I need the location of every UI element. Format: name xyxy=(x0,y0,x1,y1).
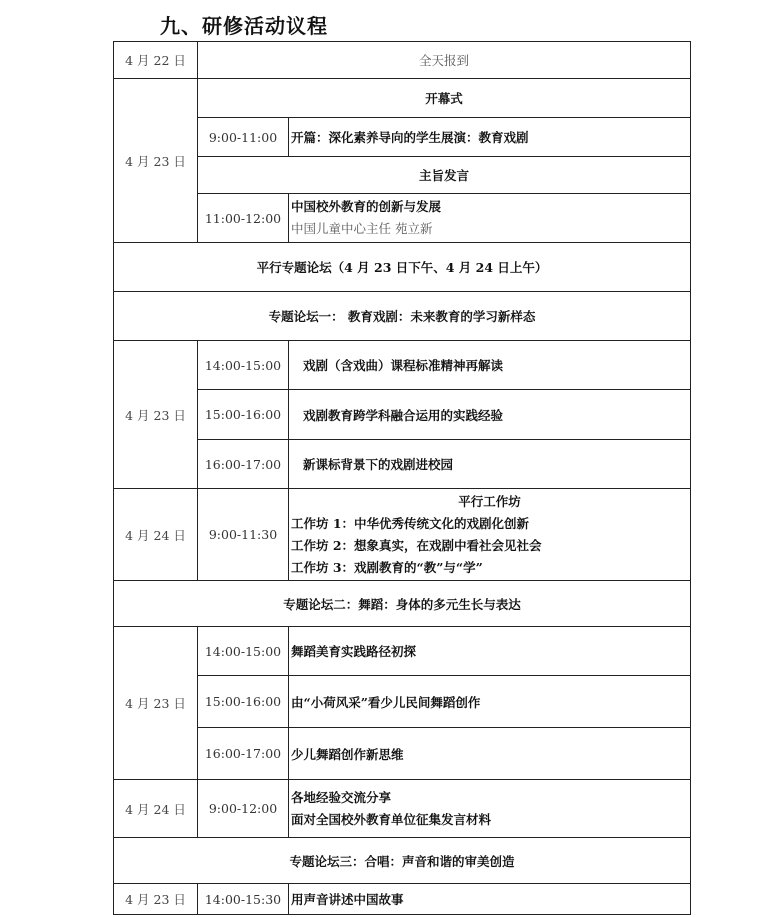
session-title: 中国校外教育的创新与发展 xyxy=(291,199,442,214)
agenda-table xyxy=(113,41,691,915)
opening-ceremony-cell: 开幕式 xyxy=(198,79,691,118)
workshop-item: 工作坊 1：中华优秀传统文化的戏剧化创新 xyxy=(291,515,530,531)
table-row xyxy=(114,118,691,157)
date-cell: 4 月 23 日 xyxy=(114,627,198,780)
session-cell: 由“小荷风采”看少儿民间舞蹈创作 xyxy=(289,676,691,728)
session-cell xyxy=(289,194,691,243)
speaker-name: 中国儿童中心主任 苑立新 xyxy=(291,221,433,236)
date-cell: 4 月 23 日 xyxy=(114,341,198,489)
registration-cell: 全天报到 xyxy=(198,42,691,79)
time-cell: 9:00-11:30 xyxy=(198,489,289,581)
session-cell: 戏剧教育跨学科融合运用的实践经验 xyxy=(289,390,691,440)
table-row xyxy=(114,157,691,194)
time-cell: 9:00-12:00 xyxy=(198,780,289,838)
keynote-cell: 主旨发言 xyxy=(198,157,691,194)
table-row xyxy=(114,780,691,838)
workshop-heading: 平行工作坊 xyxy=(458,493,521,509)
date-cell: 4 月 24 日 xyxy=(114,489,198,581)
page-title: 九、研修活动议程 xyxy=(160,14,328,38)
workshop-item: 工作坊 3：戏剧教育的“教”与“学” xyxy=(291,559,483,575)
time-cell: 11:00-12:00 xyxy=(198,194,289,243)
table-row xyxy=(114,838,691,884)
time-cell: 15:00-16:00 xyxy=(198,676,289,728)
forum-two-heading: 专题论坛二：舞蹈：身体的多元生长与表达 xyxy=(114,581,691,627)
session-note: 面对全国校外教育单位征集发言材料 xyxy=(291,811,492,827)
table-row xyxy=(114,884,691,915)
table-row xyxy=(114,627,691,676)
session-cell: 戏剧（含戏曲）课程标准精神再解读 xyxy=(289,341,691,390)
time-cell: 9:00-11:00 xyxy=(198,118,289,157)
workshop-item: 工作坊 2：想象真实，在戏剧中看社会见社会 xyxy=(291,537,542,553)
time-cell: 16:00-17:00 xyxy=(198,728,289,780)
table-row xyxy=(114,243,691,292)
date-cell: 4 月 22 日 xyxy=(114,42,198,79)
table-row xyxy=(114,341,691,390)
table-row xyxy=(114,440,691,489)
session-cell: 开篇：深化素养导向的学生展演：教育戏剧 xyxy=(289,118,691,157)
parallel-forum-heading: 平行专题论坛（4 月 23 日下午、4 月 24 日上午） xyxy=(114,243,691,292)
time-cell: 16:00-17:00 xyxy=(198,440,289,489)
date-cell: 4 月 23 日 xyxy=(114,79,198,243)
time-cell: 14:00-15:30 xyxy=(198,884,289,915)
session-title: 各地经验交流分享 xyxy=(291,789,392,805)
time-cell: 14:00-15:00 xyxy=(198,341,289,390)
workshop-cell xyxy=(289,489,691,581)
time-cell: 15:00-16:00 xyxy=(198,390,289,440)
table-row xyxy=(114,676,691,728)
table-row xyxy=(114,292,691,341)
table-row xyxy=(114,194,691,243)
table-row xyxy=(114,79,691,118)
forum-three-heading: 专题论坛三：合唱：声音和谐的审美创造 xyxy=(114,838,691,884)
date-cell: 4 月 24 日 xyxy=(114,780,198,838)
session-cell: 用声音讲述中国故事 xyxy=(289,884,691,915)
table-row xyxy=(114,42,691,79)
session-cell: 少儿舞蹈创作新思维 xyxy=(289,728,691,780)
time-cell: 14:00-15:00 xyxy=(198,627,289,676)
session-cell: 新课标背景下的戏剧进校园 xyxy=(289,440,691,489)
table-row xyxy=(114,728,691,780)
forum-one-heading: 专题论坛一： 教育戏剧：未来教育的学习新样态 xyxy=(114,292,691,341)
table-row xyxy=(114,489,691,581)
table-row xyxy=(114,581,691,627)
date-cell: 4 月 23 日 xyxy=(114,884,198,915)
session-cell: 舞蹈美育实践路径初探 xyxy=(289,627,691,676)
session-cell xyxy=(289,780,691,838)
table-row xyxy=(114,390,691,440)
